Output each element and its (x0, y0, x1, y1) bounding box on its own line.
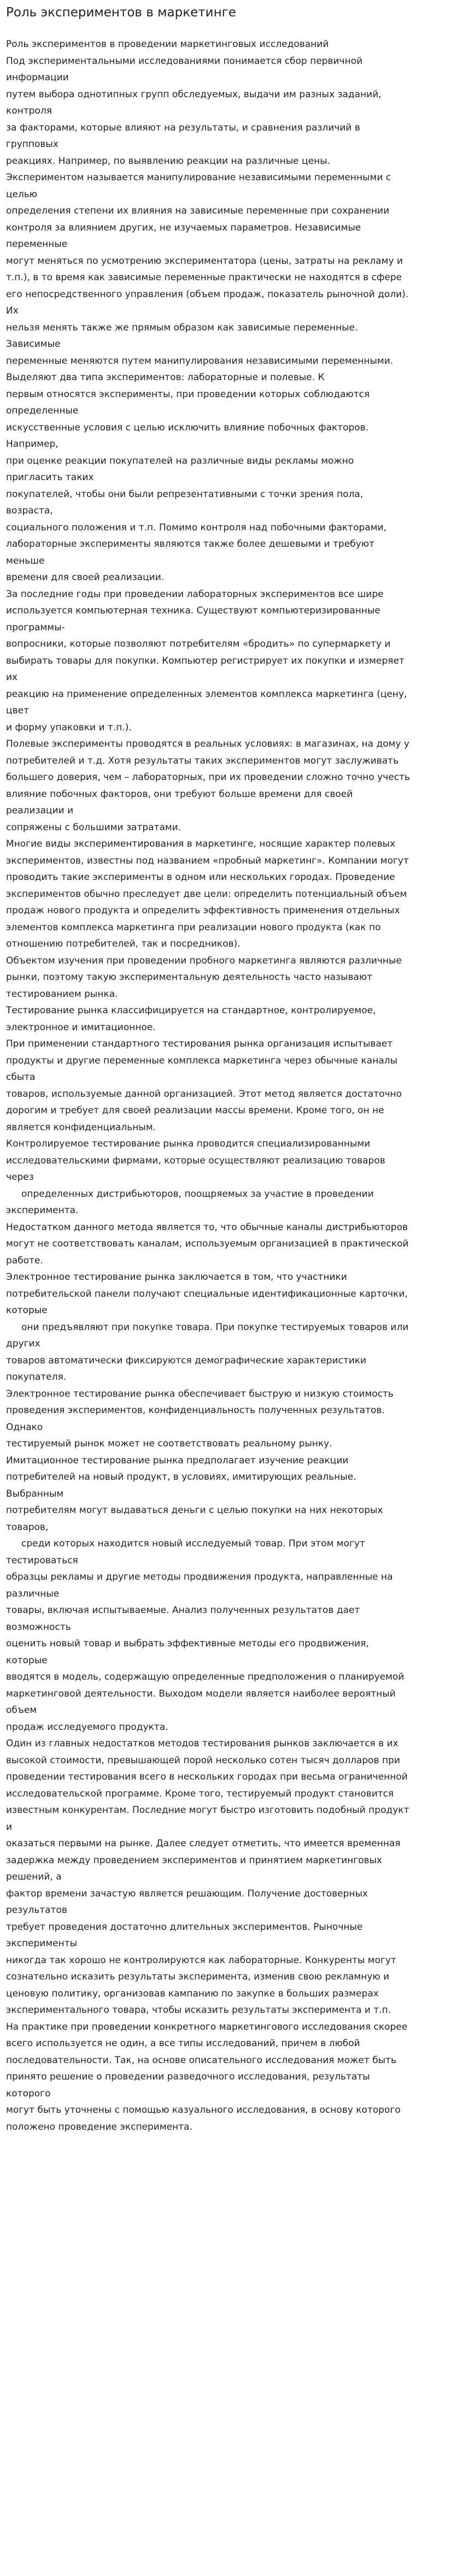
text-line: Недостатком данного метода является то, что обычные каналы дистрибьюторов (6, 1221, 408, 1233)
text-line: Под экспериментальными исследованиями понимается сбор первичной (6, 55, 363, 67)
text-line: известным конкурентам. Последние могут быстро изготовить подобный продукт (6, 1805, 409, 1816)
text-line: Например, (6, 439, 58, 450)
text-line: переменные (6, 239, 68, 250)
text-line: целью (6, 188, 38, 200)
text-line: экспериментов, известны под названием «пробный маркетинг». Компании могут (6, 855, 409, 866)
text-line: Контролируемое тестирование рынка проводится специализированными (6, 1138, 371, 1149)
text-line: других (6, 1338, 40, 1349)
text-line: образцы рекламы и другие методы продвижения продукта, направленные на (6, 1571, 393, 1582)
text-line: оценить новый товар и выбрать эффективные методы его продвижения, (6, 1638, 369, 1649)
text-line: дорогим и требует для своей реализации массы времени. Кроме того, он не (6, 1105, 384, 1116)
text-line: времени для своей реализации. (6, 572, 165, 583)
text-line: которые (6, 1305, 48, 1316)
text-line: которого (6, 2088, 51, 2099)
text-line: элементов комплекса маркетинга при реализации нового продукта (как по (6, 921, 381, 933)
text-line: Объектом изучения при проведении пробного маркетинга являются различные (6, 955, 402, 966)
text-line: работе. (6, 1255, 43, 1266)
text-line: эксперимента. (6, 1205, 79, 1216)
text-line: маркетинговой деятельности. Выходом модели является наиболее вероятный (6, 1688, 396, 1699)
text-line: т.п.), в то время как зависимые переменные практически не находятся в сфере (6, 272, 402, 283)
text-line: всего используется не один, а все типы исследований, причем в любой (6, 2038, 360, 2049)
text-line: лабораторные эксперименты являются также более дешевыми и требуют (6, 539, 375, 550)
text-line: экспериментов обычно преследует две цели: определить потенциальный объем (6, 888, 407, 900)
text-line: различные (6, 1588, 60, 1599)
text-line: последовательности. Так, на основе описательного исследования может быть (6, 2054, 397, 2066)
text-line: сбыта (6, 1072, 36, 1083)
text-line: определения степени их влияния на зависимые переменные при сохранении (6, 205, 390, 216)
text-line: контроля (6, 105, 52, 116)
text-line: реакциях. Например, по выявлению реакции на различные цены. (6, 155, 331, 167)
text-line: определенных дистрибьюторов, поощряемых за участие в проведении (21, 1188, 374, 1200)
text-line: переменные меняются путем манипулирования независимыми переменными. (6, 355, 394, 367)
text-line: проводить такие эксперименты в одном или нескольких городах. Проведение (6, 872, 395, 883)
text-line: социального положения и т.п. Помимо контроля над побочными факторами, (6, 522, 386, 533)
text-line: которые (6, 1655, 48, 1666)
text-line: продаж нового продукта и определить эффективность применения отдельных (6, 905, 400, 916)
text-line: никогда так хорошо не контролируются как лабораторные. Конкуренты могут (6, 1954, 396, 1966)
text-line: Выделяют два типа экспериментов: лабораторные и полевые. К (6, 372, 325, 383)
text-line: при оценке реакции покупателей на различные виды рекламы можно (6, 455, 354, 466)
text-line: Многие виды экспериментирования в маркетинге, носящие характер полевых (6, 838, 396, 849)
text-line: За последние годы при проведении лабораторных экспериментов все шире (6, 588, 384, 600)
text-line: реакцию на применение определенных элементов комплекса маркетинга (цену, (6, 688, 407, 700)
text-line: могут меняться по усмотрению экспериментатора (цены, затраты на рекламу и (6, 255, 403, 267)
text-line: тестироваться (6, 1555, 78, 1566)
text-line: информации (6, 72, 69, 83)
text-line: искусственные условия с целью исключить влияние побочных факторов. (6, 422, 369, 433)
text-line: контроля за влиянием других, не изучаемых параметров. Независимые (6, 222, 361, 233)
text-line: его непосредственного управления (объем продаж, показатель рыночной доли). (6, 288, 409, 300)
text-line: Полевые эксперименты проводятся в реальных условиях: в магазинах, на дому у (6, 738, 409, 749)
text-line: за факторами, которые влияют на результаты, и сравнения различий в (6, 122, 360, 133)
text-line: решений, а (6, 1871, 62, 1882)
text-line: фактор времени зачастую является решающим. Получение достоверных (6, 1888, 368, 1899)
text-line: через (6, 1172, 34, 1183)
text-line: программы- (6, 622, 65, 633)
text-line: Их (6, 305, 19, 316)
text-line: и (6, 1821, 13, 1833)
text-line: реализации и (6, 805, 74, 816)
text-line: исследовательской программе. Кроме того, тестируемый продукт становится (6, 1788, 394, 1799)
document-body (6, 36, 459, 2135)
text-line: вопросники, которые позволяют потребителям «бродить» по супермаркету и (6, 639, 391, 649)
text-line: вводятся в модель, содержащую определенные предположения о планируемой (6, 1671, 405, 1682)
text-line: положено проведение эксперимента. (6, 2121, 192, 2132)
text-line: потребителей на новый продукт, в условиях, имитирующих реальные. (6, 1472, 356, 1482)
text-line: продаж исследуемого продукта. (6, 1721, 168, 1733)
text-line: определенные (6, 405, 79, 416)
text-line: Один из главных недостатков методов тестирования рынков заключается в их (6, 1738, 398, 1749)
text-line: и форму упаковки и т.п.). (6, 722, 132, 733)
text-line: меньше (6, 555, 45, 566)
text-line: тестированием рынка. (6, 988, 118, 1000)
text-line: Однако (6, 1421, 43, 1433)
text-line: рынки, поэтому такую экспериментальную деятельность часто называют (6, 972, 373, 983)
text-line: их (6, 672, 18, 683)
text-line: Зависимые (6, 339, 61, 350)
text-line: большего доверия, чем – лабораторных, при их проведении сложно точно учесть (6, 772, 410, 783)
text-line: является конфиденциальным. (6, 1121, 156, 1133)
text-line: отношению потребителей, так и посредников). (6, 938, 241, 949)
text-line: тестируемый рынок может не соответствовать реальному рынку. (6, 1438, 332, 1449)
text-line: товаров, используемые данной организацией. Этот метод является достаточно (6, 1088, 402, 1100)
text-line: На практике при проведении конкретного маркетингового исследования скорее (6, 2021, 408, 2033)
text-line: Выбранным (6, 1488, 64, 1499)
text-line: Электронное тестирование рынка обеспечивает быструю и низкую стоимость (6, 1388, 394, 1399)
text-line: покупателей, чтобы они были репрезентативными с точки зрения пола, (6, 488, 364, 500)
text-line: могут быть уточнены с помощью казуального исследования, в основу которого (6, 2105, 401, 2116)
text-line: влияние побочных факторов, они требуют больше времени для своей (6, 788, 353, 800)
text-line: пригласить таких (6, 472, 94, 483)
text-line: возраста, (6, 505, 53, 516)
text-line: высокой стоимости, превышающей порой несколько сотен тысяч долларов при (6, 1754, 400, 1766)
text-line: результатов (6, 1905, 67, 1916)
text-line: покупателя. (6, 1372, 67, 1382)
text-line: экспериментального товара, чтобы исказить результаты эксперимента и т.п. (6, 2005, 391, 2016)
text-line: продукты и другие переменные комплекса маркетинга через обычные каналы (6, 1055, 398, 1066)
text-line: потребителей и т.д. Хотя результаты таких экспериментов могут заслуживать (6, 755, 399, 766)
text-line: Имитационное тестирование рынка предполагает изучение реакции (6, 1455, 349, 1466)
text-line: путем выбора однотипных групп обследуемых, выдачи им разных заданий, (6, 88, 382, 100)
text-line: первым относятся эксперименты, при проведении которых соблюдаются (6, 388, 370, 400)
text-line: При применении стандартного тестирования рынка организация испытывает (6, 1038, 393, 1049)
text-line: сознательно исказить результаты эксперимента, изменив свою рекламную и (6, 1971, 390, 1982)
text-line: Тестирование рынка классифицируется на стандартное, контролируемое, (6, 1005, 376, 1016)
text-line: выбирать товары для покупки. Компьютер регистрирует их покупки и измеряет (6, 655, 405, 666)
text-line: проведении тестирования всего в нескольких городах при весьма ограниченной (6, 1771, 408, 1782)
text-line: принято решение о проведении разведочного исследования, результаты (6, 2071, 370, 2082)
text-line: товаров, (6, 1521, 49, 1533)
text-line: товаров автоматически фиксируются демографические характеристики (6, 1355, 367, 1366)
text-line: потребительской панели получают специальные идентификационные карточки, (6, 1288, 408, 1299)
text-line: Электронное тестирование рынка заключается в том, что участники (6, 1272, 347, 1283)
text-line: товары, включая испытываемые. Анализ полученных результатов дает (6, 1605, 360, 1616)
text-line: задержка между проведением экспериментов и принятием маркетинговых (6, 1854, 383, 1866)
text-line: эксперименты (6, 1938, 78, 1949)
text-line: объем (6, 1705, 37, 1716)
text-line: ценовую политику, организовав кампанию по закупке в больших размерах (6, 1988, 379, 1999)
text-line: могут не соответствовать каналам, используемым организацией в практической (6, 1238, 409, 1249)
text-line: цвет (6, 705, 29, 716)
text-line: потребителям могут выдаваться деньги с целью покупки на них некоторых (6, 1505, 383, 1516)
text-line: оказаться первыми на рынке. Далее следует отметить, что имеется временная (6, 1838, 401, 1849)
text-line: они предъявляют при покупке товара. При покупке тестируемых товаров или (21, 1321, 409, 1333)
text-line: проведения экспериментов, конфиденциальность полученных результатов. (6, 1405, 385, 1416)
text-line: Роль экспериментов в проведении маркетинговых исследований (6, 39, 329, 50)
document-title: Роль экспериментов в маркетинге (6, 5, 236, 20)
text-line: сопряжены с большими затратами. (6, 822, 181, 833)
text-line: нельзя менять также же прямым образом как зависимые переменные. (6, 322, 358, 333)
text-line: используется компьютерная техника. Существуют компьютеризированные (6, 605, 380, 616)
text-line: среди которых находится новый исследуемый товар. При этом могут (21, 1538, 365, 1549)
text-line: Экспериментом называется манипулирование независимыми переменными с (6, 172, 391, 183)
text-line: возможность (6, 1621, 71, 1633)
text-line: требует проведения достаточно длительных экспериментов. Рыночные (6, 1921, 363, 1933)
text-line: электронное и имитационное. (6, 1021, 156, 1033)
text-line: групповых (6, 139, 58, 150)
text-line: исследовательскими фирмами, которые осуществляют реализацию товаров (6, 1155, 385, 1166)
